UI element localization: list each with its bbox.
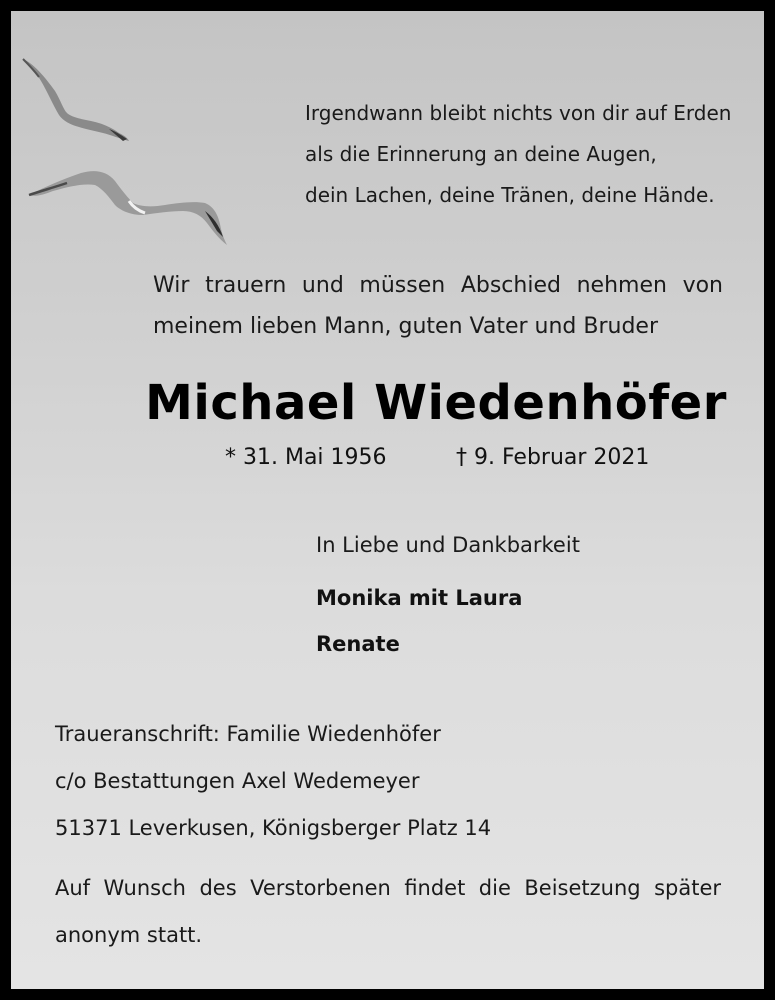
address-line: Traueranschrift: Familie Wiedenhöfer	[55, 722, 441, 746]
address-line: c/o Bestattungen Axel Wedemeyer	[55, 769, 420, 793]
note-line: anonym statt.	[55, 923, 203, 947]
memorial-poem	[305, 93, 731, 216]
poem-line: dein Lachen, deine Tränen, deine Hände.	[305, 183, 715, 207]
address-line: 51371 Leverkusen, Königsberger Platz 14	[55, 816, 492, 840]
seagulls-illustration	[11, 11, 271, 271]
note-line: Auf Wunsch des Verstorbenen findet die Beisetzung später	[55, 876, 721, 900]
death-date: † 9. Februar 2021	[456, 445, 650, 470]
mourner-name: Renate	[316, 632, 400, 656]
seagull-icon	[29, 171, 227, 245]
poem-line: Irgendwann bleibt nichts von dir auf Erden	[305, 101, 732, 125]
closing-phrase: In Liebe und Dankbarkeit	[316, 533, 580, 557]
mourner-name: Monika mit Laura	[316, 586, 523, 610]
announcement-line: meinem lieben Mann, guten Vater und Bruder	[153, 314, 659, 339]
burial-note	[55, 865, 721, 959]
announcement-text	[153, 265, 723, 347]
birth-date: * 31. Mai 1956	[225, 445, 387, 470]
obituary-card	[11, 11, 764, 989]
seagull-icon	[23, 59, 129, 141]
announcement-line: Wir trauern und müssen Abschied nehmen von	[153, 273, 723, 298]
poem-line: als die Erinnerung an deine Augen,	[305, 142, 657, 166]
mourning-address	[55, 711, 491, 852]
deceased-name: Michael Wiedenhöfer	[145, 375, 727, 431]
